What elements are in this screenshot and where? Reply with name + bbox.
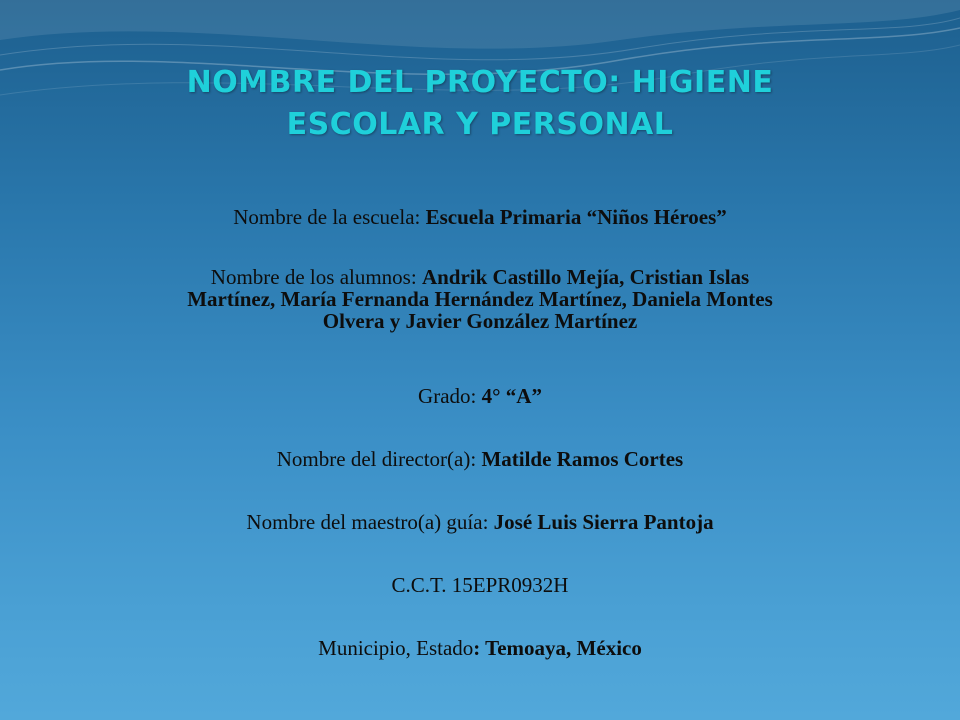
- students-value-3: Olvera y Javier González Martínez: [322, 309, 638, 333]
- students-value-1: Andrik Castillo Mejía, Cristian Islas: [421, 265, 750, 289]
- school-name-value: Escuela Primaria “Niños Héroes”: [425, 205, 727, 229]
- municipality-value: : Temoaya, México: [473, 636, 642, 660]
- school-name-label: Nombre de la escuela:: [233, 205, 426, 229]
- teacher-value: José Luis Sierra Pantoja: [493, 510, 714, 534]
- students-line: [40, 266, 920, 332]
- slide-title: [80, 62, 880, 146]
- students-value-2: Martínez, María Fernanda Hernández Martínez, Daniela Montes: [187, 287, 773, 311]
- title-line-2: ESCOLAR Y PERSONAL: [286, 107, 674, 142]
- title-line-1: NOMBRE DEL PROYECTO: HIGIENE: [186, 65, 774, 100]
- teacher-label: Nombre del maestro(a) guía:: [246, 510, 494, 534]
- director-value: Matilde Ramos Cortes: [481, 447, 684, 471]
- municipality-line: [40, 637, 920, 659]
- director-label: Nombre del director(a):: [276, 447, 482, 471]
- cct-line: [40, 574, 920, 596]
- students-label: Nombre de los alumnos:: [210, 265, 422, 289]
- cct-text: C.C.T. 15EPR0932H: [391, 573, 569, 597]
- teacher-line: [40, 511, 920, 533]
- school-name-line: [40, 206, 920, 228]
- municipality-label: Municipio, Estado: [318, 636, 474, 660]
- grade-value: 4° “A”: [481, 384, 542, 408]
- director-line: [40, 448, 920, 470]
- grade-line: [40, 385, 920, 407]
- grade-label: Grado:: [418, 384, 482, 408]
